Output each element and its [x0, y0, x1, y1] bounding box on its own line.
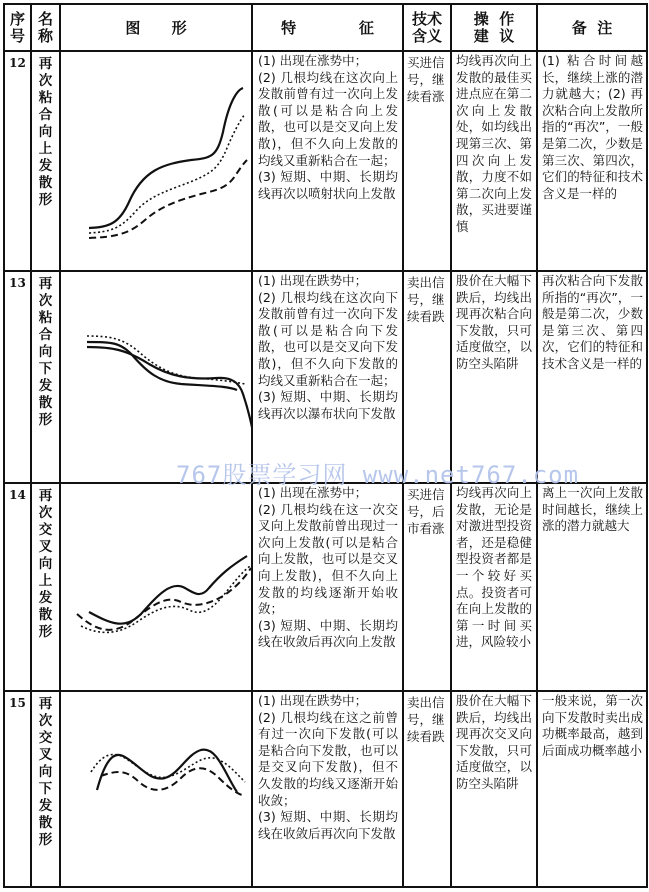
pattern-figure-cell: [60, 691, 252, 887]
rebond-diverge-down-icon: [61, 272, 252, 482]
header-note: 备 注: [537, 4, 647, 51]
technical-meaning: 买进信号，继续看涨: [403, 51, 451, 271]
remarks: 再次粘合向下发散所指的“再次”，一般是第二次，少数是第三次、第四次，它们的特征和技术含义是一样的: [537, 271, 647, 483]
pattern-name: 再 次 交 叉 向 上 发 散 形: [31, 483, 60, 691]
technical-meaning: 卖出信号，继续看跌: [403, 691, 451, 887]
header-row: [4, 4, 647, 51]
operation-advice: 均线再次向上发散的最佳买进点应在第二次向上发散处，如均线出现第三次、第四次向上发散，力度不如第二次向上发散，买进要谨慎: [451, 51, 537, 271]
pattern-features: (1) 出现在跌势中； (2) 几根均线在这次向下发散前曾有过一次向下发散(可以是粘合向下发散，也可以是交叉向下发散)，但不久向下发散的均线又重新粘合在一起； (3) 短期、中期、长期均线再次以瀑布状向下发散: [252, 271, 403, 483]
pattern-row: [4, 271, 647, 483]
recross-diverge-down-icon: [61, 692, 252, 886]
pattern-figure-cell: [60, 51, 252, 271]
pattern-features: (1) 出现在涨势中； (2) 几根均线在这次向上发散前曾有过一次向上发散(可以是粘合向上发散，也可以是交叉向上发散)，但不久向上发散的均线又重新粘合在一起； (3) 短期、中期、长期均线再次以喷射状向上发散: [252, 51, 403, 271]
pattern-row: [4, 691, 647, 887]
pattern-name: 再 次 粘 合 向 下 发 散 形: [31, 271, 60, 483]
header-advice: 操 作 建 议: [451, 4, 537, 51]
pattern-figure-cell: [60, 483, 252, 691]
row-number: 14: [4, 483, 31, 691]
header-feature: 特 征: [252, 4, 403, 51]
site-watermark: 767股票学习网 www.net767.com: [176, 461, 580, 489]
remarks: (1) 粘合时间越长，继续上涨的潜力就越大；(2) 再次粘合向上发散所指的“再次”，一般是第二次，少数是第三次、第四次，它们的特征和技术含义是一样的: [537, 51, 647, 271]
header-num: 序号: [4, 4, 31, 51]
pattern-name: 再 次 粘 合 向 上 发 散 形: [31, 51, 60, 271]
operation-advice: 股价在大幅下跌后，均线出现再次交叉向下发散，只可适度做空，以防空头陷阱: [451, 691, 537, 887]
pattern-row: [4, 483, 647, 691]
recross-diverge-up-icon: [61, 484, 252, 690]
row-number: 15: [4, 691, 31, 887]
pattern-features: (1) 出现在涨势中； (2) 几根均线在这一次交叉向上发散前曾出现过一次向上发散(可以是粘合向上发散，也可以是交叉向上发散)，但不久向上发散的均线逐渐开始收敛； (3) 短期、中期、长期均线在收敛后再次向上发散: [252, 483, 403, 691]
pattern-name: 再 次 交 叉 向 下 发 散 形: [31, 691, 60, 887]
operation-advice: 股价在大幅下跌后，均线出现再次粘合向下发散，只可适度做空，以防空头陷阱: [451, 271, 537, 483]
technical-meaning: 卖出信号，继续看跌: [403, 271, 451, 483]
header-figure: 图 形: [60, 4, 252, 51]
operation-advice: 均线再次向上发散，无论是对激进型投资者，还是稳健型投资者都是一个较好买点。投资者可在向上发散的第一时间买进，风险较小: [451, 483, 537, 691]
pattern-features: (1) 出现在跌势中； (2) 几根均线在这之前曾有过一次向下发散(可以是粘合向下发散，也可以是交叉向下发散)，但不久发散的均线又逐渐开始收敛； (3) 短期、中期、长期均线在收敛后再次向下发散: [252, 691, 403, 887]
rebond-diverge-up-icon: [61, 52, 252, 270]
technical-meaning: 买进信号，后市看涨: [403, 483, 451, 691]
pattern-table: [3, 3, 648, 888]
pattern-row: [4, 51, 647, 271]
row-number: 12: [4, 51, 31, 271]
remarks: 离上一次向上发散时间越长，继续上涨的潜力就越大: [537, 483, 647, 691]
pattern-figure-cell: [60, 271, 252, 483]
remarks: 一般来说，第一次向下发散时卖出成功概率最高，越到后面成功概率越小: [537, 691, 647, 887]
header-signal: 技术含义: [403, 4, 451, 51]
header-name: 名称: [31, 4, 60, 51]
row-number: 13: [4, 271, 31, 483]
